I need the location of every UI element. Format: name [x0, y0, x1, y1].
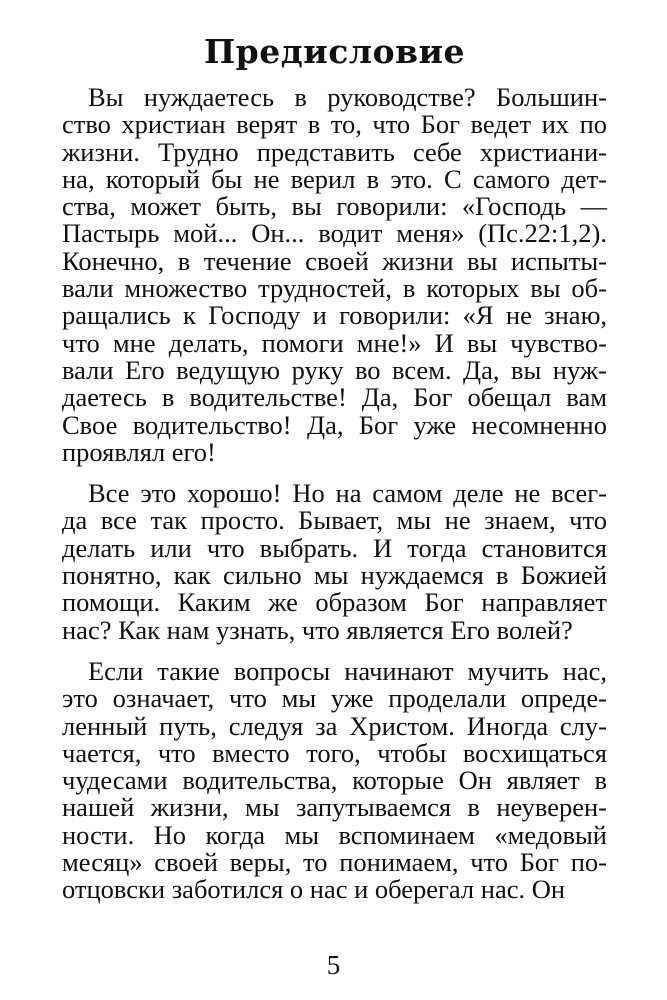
text-line: ленный путь, следуя за Христом. Иногда слу- — [62, 710, 607, 741]
text-line: да все так просто. Бывает, мы не знаем, что — [62, 505, 607, 536]
text-line: чается, что вместо того, чтобы восхищаться — [62, 737, 607, 768]
paragraph — [62, 84, 607, 466]
text-line: проявлял его! — [62, 436, 216, 467]
page-body — [62, 30, 607, 918]
text-line: Конечно, в течение своей жизни вы испыты- — [62, 245, 607, 276]
text-line: даетесь в водительстве! Да, Бог обещал вам — [62, 382, 607, 413]
paragraphs — [62, 84, 607, 904]
text-line: месяц» своей веры, то понимаем, что Бог по- — [62, 847, 607, 878]
page-title: Предисловие — [204, 32, 465, 71]
text-line: понятно, как сильно мы нуждаемся в Божией — [62, 560, 607, 591]
paragraph — [62, 480, 607, 644]
text-line: жизни. Трудно представить себе христиани- — [62, 136, 607, 167]
text-line: чудесами водительства, которые Он являет в — [62, 765, 607, 796]
text-line: на, который бы не верил в это. С самого дет- — [62, 163, 607, 194]
text-line: нас? Как нам узнать, что является Его волей? — [62, 614, 573, 645]
text-line: отцовски заботился о нас и оберегал нас. Он — [62, 874, 566, 905]
text-line: ства, может быть, вы говорили: «Господь — — [62, 191, 607, 222]
text-line: Все это хорошо! Но на самом деле не всег- — [88, 478, 607, 509]
text-line: Вы нуждаетесь в руководстве? Большин- — [88, 82, 607, 112]
text-line: Свое водительство! Да, Бог уже несомненно — [62, 409, 607, 440]
text-line: это означает, что мы уже проделали опреде- — [62, 683, 607, 714]
text-line: Пастырь мой... Он... водит меня» (Пс.22:1,2). — [62, 218, 607, 249]
paragraph — [62, 655, 607, 905]
text-line: ство христиан верят в то, что Бог ведет их по — [62, 109, 607, 140]
text-line: ращались к Господу и говорили: «Я не знаю, — [62, 300, 607, 331]
text-line: ности. Но когда мы вспоминаем «медовый — [62, 819, 607, 850]
text-line: делать или что выбрать. И тогда становится — [62, 532, 607, 563]
page-number: 5 — [326, 950, 341, 980]
text-line: нашей жизни, мы запутываемся в неуверен- — [62, 792, 607, 823]
text-line: Если такие вопросы начинают мучить нас, — [88, 655, 607, 686]
text-line: что мне делать, помоги мне!» И вы чувство- — [62, 327, 607, 358]
text-line: вали множество трудностей, в которых вы об- — [62, 273, 607, 304]
text-line: помощи. Каким же образом Бог направляет — [62, 587, 607, 618]
text-line: вали Его ведущую руку во всем. Да, вы нуж- — [62, 354, 607, 385]
